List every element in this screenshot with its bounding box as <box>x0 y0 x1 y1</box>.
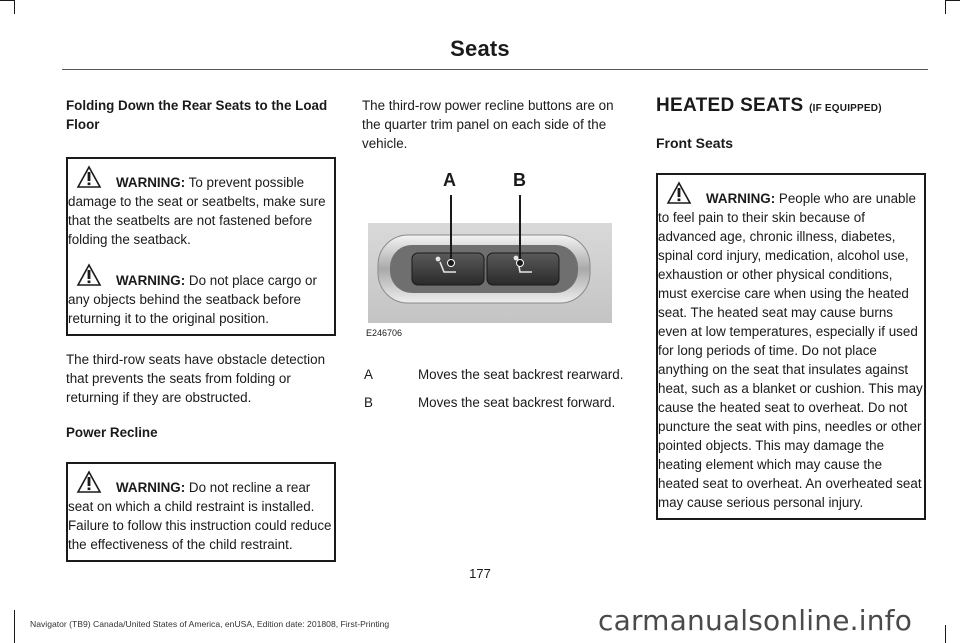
warning-label: WARNING: <box>116 175 186 190</box>
warning-item <box>68 470 334 554</box>
heading-note: (IF EQUIPPED) <box>809 103 882 114</box>
crop-mark <box>14 0 15 14</box>
warning-text: To prevent possible damage to the seat or seatbelts, make sure that the seatbelts are not fastened before folding the seatback. <box>68 175 326 247</box>
page-title: Seats <box>450 36 510 61</box>
page-number: 177 <box>469 566 491 581</box>
warning-item <box>68 263 334 328</box>
warning-label: WARNING: <box>116 273 186 288</box>
definition-key: A <box>364 367 373 382</box>
section-heading-heated-seats <box>656 96 926 118</box>
column-left <box>66 96 336 562</box>
warning-text: People who are unable to feel pain to their skin because of advanced age, chronic illness, diabetes, spinal cord injury, medication, alcohol use, exhaustion or other physical conditions, must exercise care when using the heated seat. The heated seat may cause burns even at low temperatures, especially if used for long periods of time. Do not place anything on the seat that insulates against heat, such as a blanket or cushion. This may cause the heated seat to overheat. Do not puncture the seat with pins, needles or other pointed objects. This may damage the heating element which may cause the heated seat to overheat. An overheated seat may cause serious personal injury. <box>658 191 923 510</box>
warning-label: WARNING: <box>706 191 776 206</box>
obstacle-detection-paragraph: The third-row seats have obstacle detection that prevents the seats from folding or returning if they are obstructed. <box>66 352 326 405</box>
crop-mark <box>945 0 946 14</box>
definition-list <box>362 365 630 412</box>
crop-mark <box>0 0 14 1</box>
callout-b-label: B <box>513 170 526 190</box>
recline-buttons-intro: The third-row power recline buttons are on the quarter trim panel on each side of the vehicle. <box>362 98 614 151</box>
watermark: carmanualsonline.info <box>598 604 913 637</box>
definition-value: Moves the seat backrest forward. <box>418 395 616 410</box>
crop-mark <box>14 610 15 643</box>
column-middle <box>362 96 630 412</box>
section-heading-folding: Folding Down the Rear Seats to the Load Floor <box>66 98 328 132</box>
warning-text: Do not place cargo or any objects behind the seatback before returning it to the original position. <box>68 273 317 326</box>
warning-label: WARNING: <box>116 480 186 495</box>
warning-item <box>658 181 924 512</box>
warning-text: Do not recline a rear seat on which a child restraint is installed. Failure to follow this instruction could reduce the effectiveness of the child restraint. <box>68 480 332 552</box>
warning-triangle-icon <box>76 263 112 287</box>
column-right <box>656 96 926 520</box>
heading-main: HEATED SEATS <box>656 95 804 116</box>
section-heading-power-recline: Power Recline <box>66 425 158 440</box>
recline-buttons-figure <box>362 170 612 343</box>
definition-value: Moves the seat backrest rearward. <box>418 367 624 382</box>
definition-key: B <box>364 395 373 410</box>
definition-row <box>362 393 630 412</box>
recline-buttons-illustration <box>362 170 612 323</box>
warning-item <box>68 165 334 249</box>
crop-mark <box>945 0 960 1</box>
footer-edition-info: Navigator (TB9) Canada/United States of America, enUSA, Edition date: 201808, First-Printing <box>30 619 390 629</box>
crop-mark <box>945 625 946 643</box>
callout-a-label: A <box>443 170 456 190</box>
warning-triangle-icon <box>76 470 112 494</box>
warning-box <box>656 173 926 520</box>
warning-box <box>66 157 336 336</box>
definition-row <box>362 365 630 384</box>
warning-triangle-icon <box>666 181 702 205</box>
header-divider <box>62 69 928 70</box>
subheading-front-seats: Front Seats <box>656 135 734 151</box>
warning-triangle-icon <box>76 165 112 189</box>
figure-id: E246706 <box>366 328 403 338</box>
warning-box <box>66 462 336 562</box>
